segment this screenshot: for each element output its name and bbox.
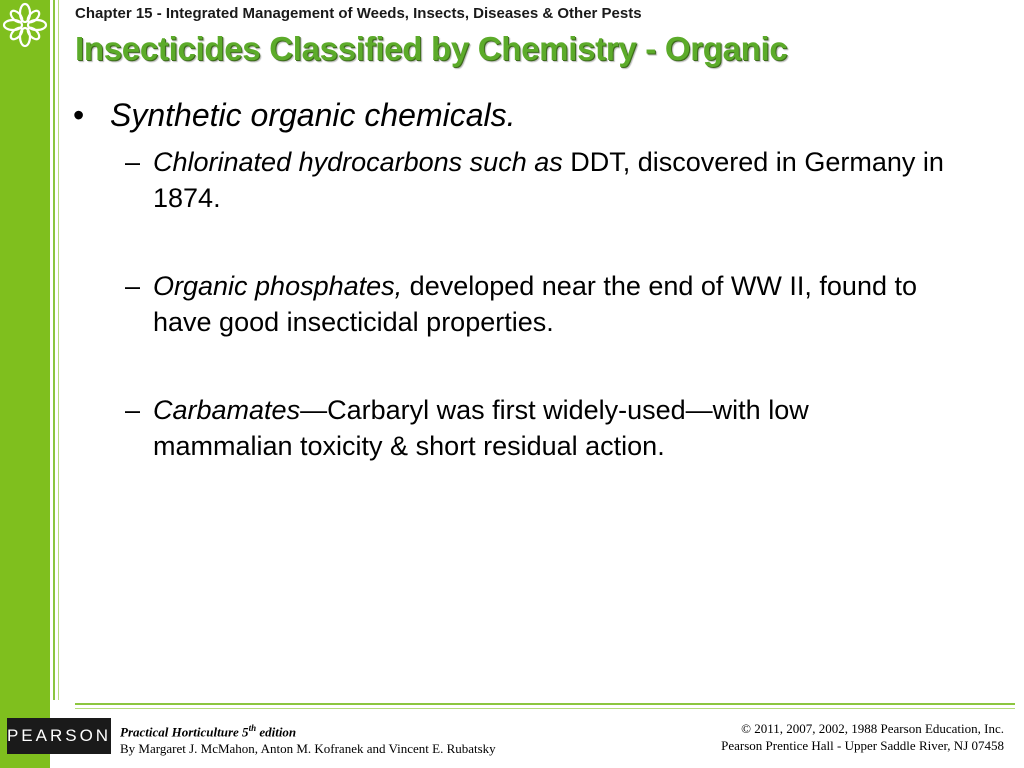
publisher-text: Pearson Prentice Hall - Upper Saddle River, NJ 07458 xyxy=(721,738,1004,753)
bullet-text: Synthetic organic chemicals. xyxy=(110,97,516,133)
sub-bullet-marker: – xyxy=(125,147,141,177)
sub-bullet-text: DDT, discovered in Germany in 1874. xyxy=(153,147,944,213)
side-divider-line xyxy=(53,0,55,700)
sub-bullet-marker: – xyxy=(125,271,141,301)
book-title xyxy=(120,720,496,740)
book-title-sup: th xyxy=(248,723,257,733)
bullet-item xyxy=(70,94,990,136)
sub-bullet-term: Carbamates xyxy=(153,395,301,425)
copyright-text: © 2011, 2007, 2002, 1988 Pearson Education, Inc. xyxy=(741,721,1004,736)
bullet-marker: • xyxy=(73,97,85,133)
side-bar xyxy=(0,0,50,768)
footer-copyright xyxy=(721,720,1004,754)
sub-bullet-text: —Carbaryl was first widely-used—with low mammalian toxicity & short residual action. xyxy=(153,395,809,461)
pearson-logo: PEARSON xyxy=(7,718,111,754)
book-authors: By Margaret J. McMahon, Anton M. Kofranek and Vincent E. Rubatsky xyxy=(120,741,496,757)
sub-bullet-item xyxy=(70,392,953,464)
slide-title: Insecticides Classified by Chemistry - Organic xyxy=(75,30,788,67)
sub-bullet-term: Chlorinated hydrocarbons such as xyxy=(153,147,563,177)
book-edition: edition xyxy=(256,724,297,740)
sub-bullet-item xyxy=(70,268,953,340)
sub-bullet-marker: – xyxy=(125,395,141,425)
sub-bullet-term: Organic phosphates, xyxy=(153,271,403,301)
footer-divider-line xyxy=(75,703,1015,705)
slide-content xyxy=(70,94,990,464)
sub-bullet-item xyxy=(70,144,953,216)
footer-divider-line-thin xyxy=(75,708,1015,709)
sub-bullet-text: developed near the end of WW II, found to have good insecticidal properties. xyxy=(153,271,917,337)
flower-icon xyxy=(2,2,48,48)
footer-book-info xyxy=(120,720,496,757)
book-title-text: Practical Horticulture 5 xyxy=(120,724,249,740)
chapter-header: Chapter 15 - Integrated Management of Weeds, Insects, Diseases & Other Pests xyxy=(75,5,642,22)
side-divider-line-thin xyxy=(58,0,59,700)
